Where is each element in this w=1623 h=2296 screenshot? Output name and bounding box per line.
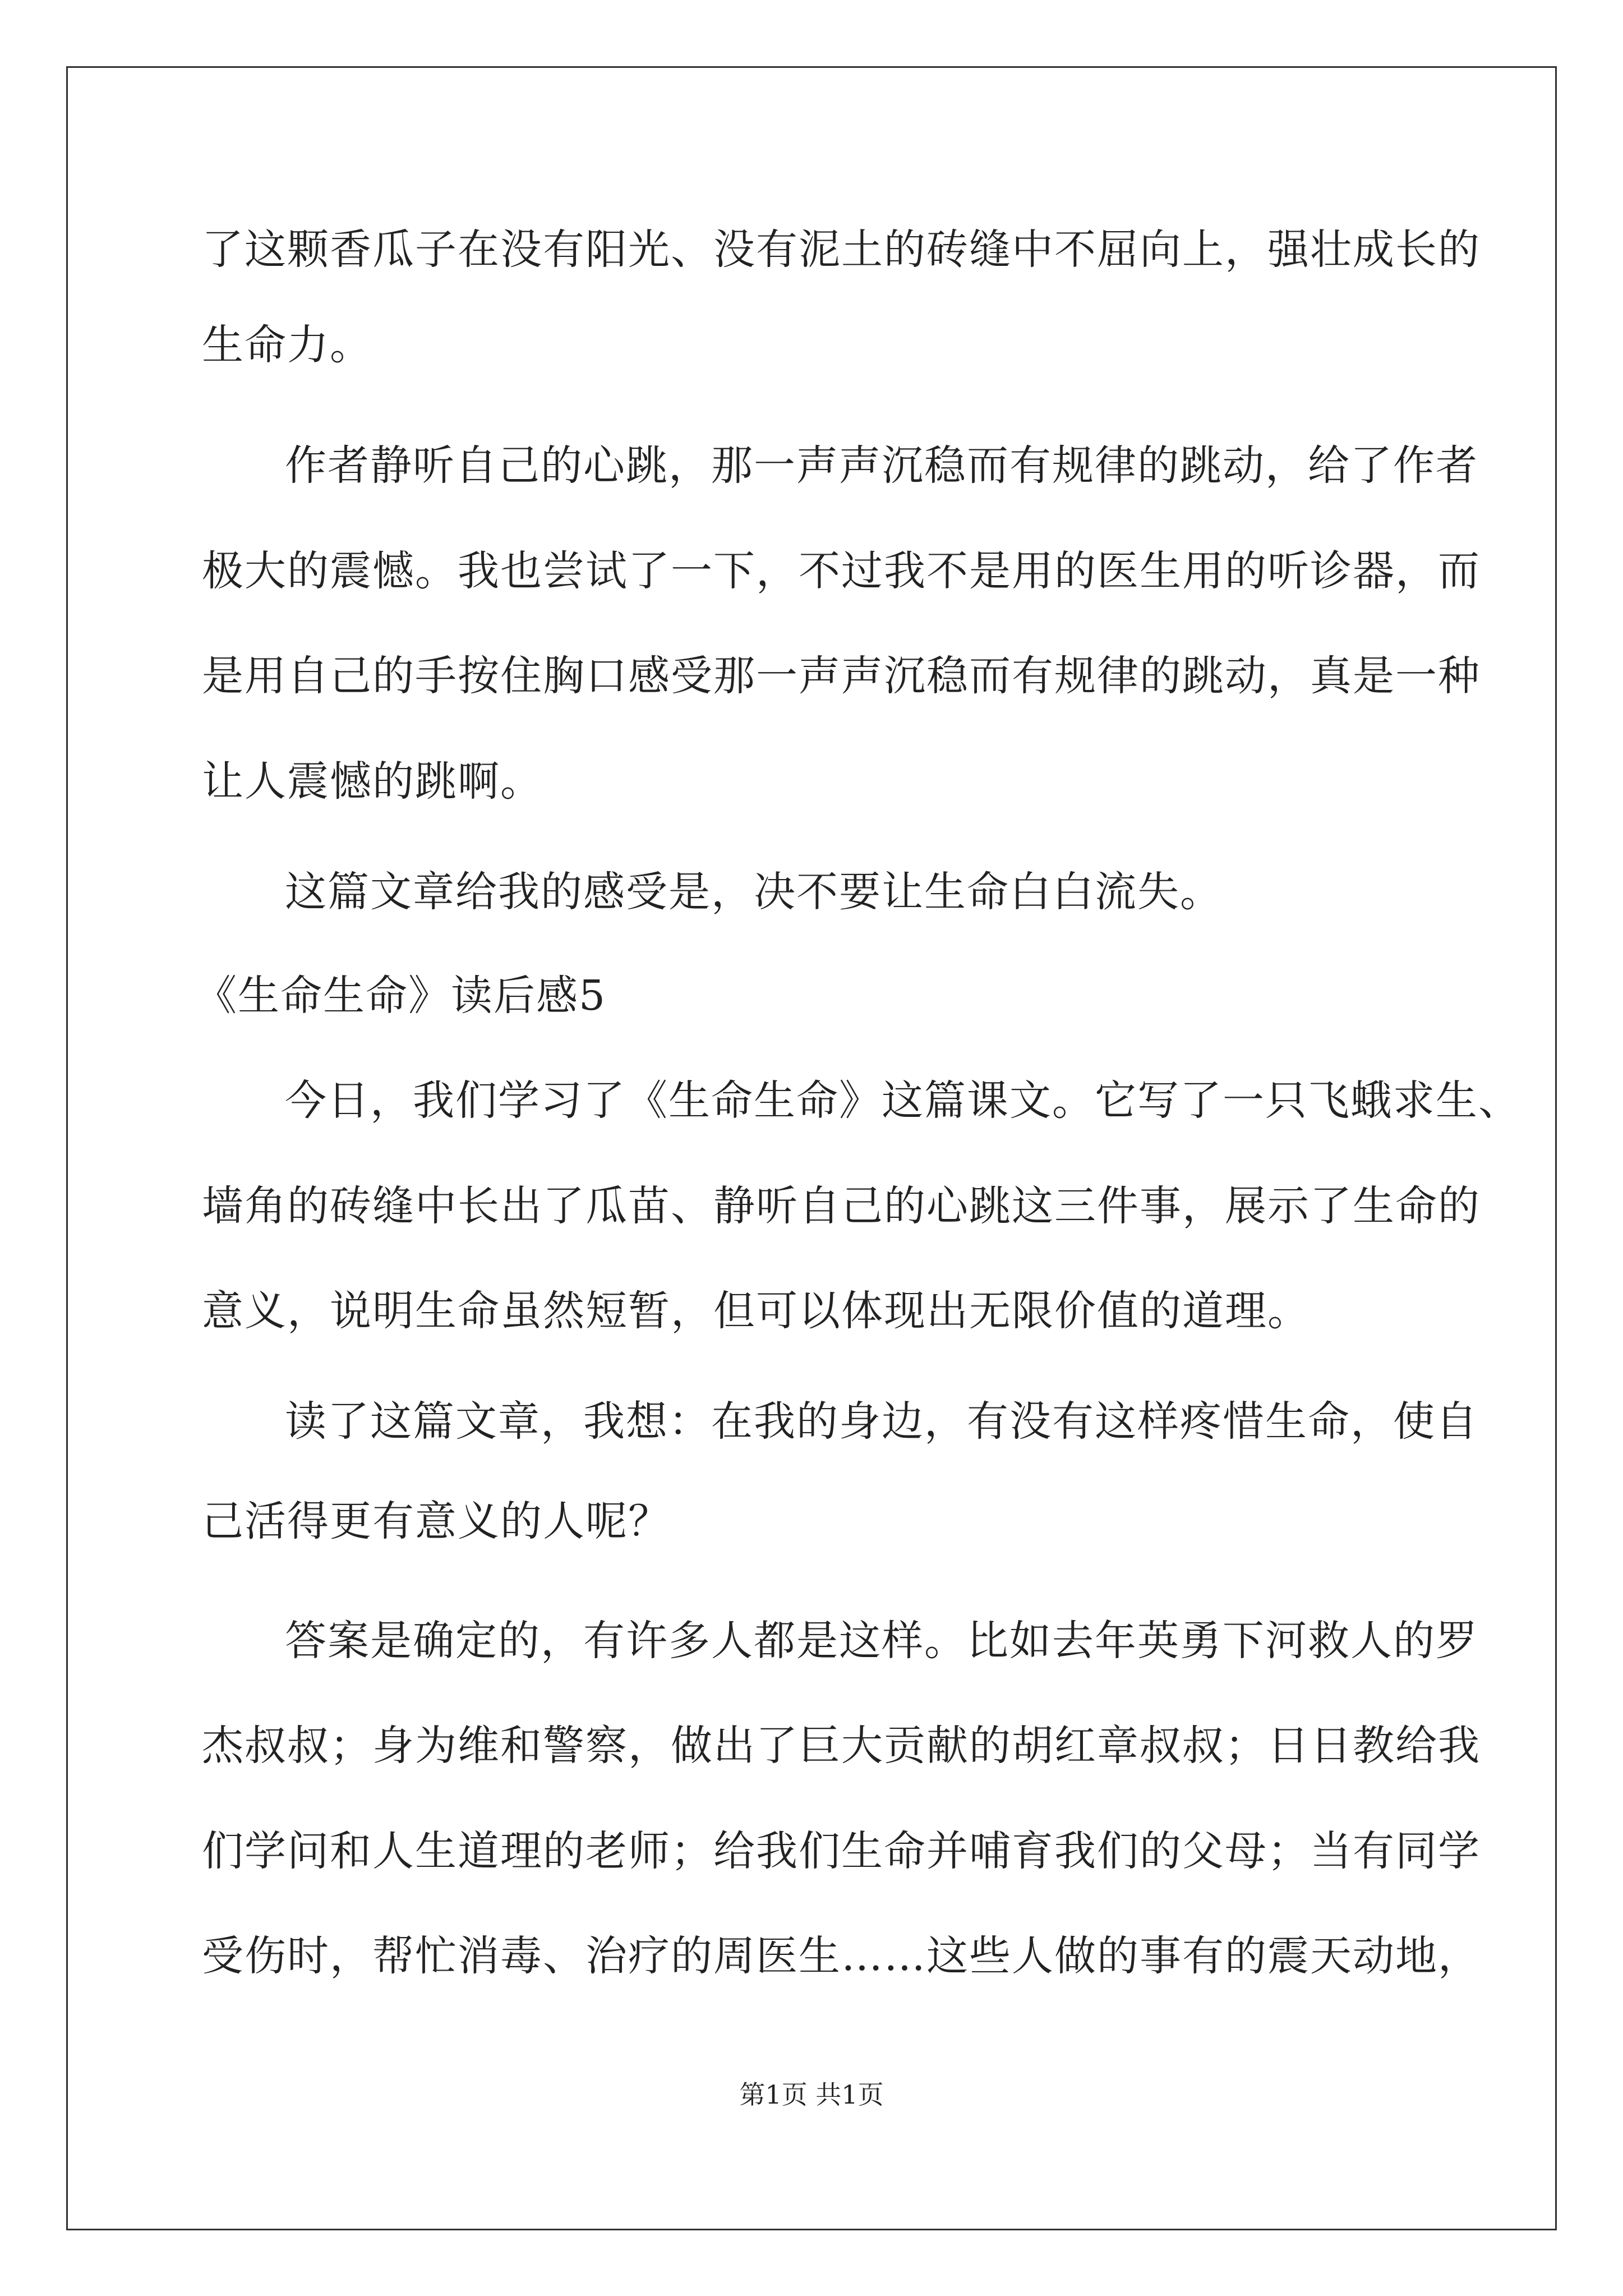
text-line: 墙角的砖缝中长出了瓜苗、静听自己的心跳这三件事，展示了生命的 [202, 1182, 1481, 1230]
paragraph-start-line: 今日，我们学习了《生命生命》这篇课文。它写了一只飞蛾求生、 [285, 1076, 1521, 1125]
text-line: 意义，说明生命虽然短暂，但可以体现出无限价值的道理。 [202, 1287, 1310, 1335]
paragraph-start-line: 这篇文章给我的感受是，决不要让生命白白流失。 [285, 868, 1223, 916]
text-line: 生命力。 [202, 321, 372, 369]
text-line: 受伤时，帮忙消毒、治疗的周医生……这些人做的事有的震天动地， [202, 1932, 1481, 1980]
paragraph-start-line: 答案是确定的，有许多人都是这样。比如去年英勇下河救人的罗 [285, 1617, 1478, 1665]
text-line: 己活得更有意义的人呢？ [202, 1497, 671, 1545]
section-heading: 《生命生命》读后感5 [195, 972, 607, 1020]
text-line: 杰叔叔；身为维和警察，做出了巨大贡献的胡红章叔叔；日日教给我 [202, 1722, 1481, 1770]
page-border [66, 66, 1557, 2230]
text-line: 让人震憾的跳啊。 [202, 757, 543, 806]
text-line: 极大的震憾。我也尝试了一下，不过我不是用的医生用的听诊器，而 [202, 547, 1481, 595]
text-line: 是用自己的手按住胸口感受那一声声沉稳而有规律的跳动，真是一种 [202, 652, 1481, 700]
text-line: 了这颗香瓜子在没有阳光、没有泥土的砖缝中不屈向上，强壮成长的 [202, 226, 1481, 274]
page-footer: 第1页 共1页 [739, 2079, 884, 2110]
paragraph-start-line: 作者静听自己的心跳，那一声声沉稳而有规律的跳动，给了作者 [285, 441, 1478, 490]
text-line: 们学问和人生道理的老师；给我们生命并哺育我们的父母；当有同学 [202, 1827, 1481, 1875]
paragraph-start-line: 读了这篇文章，我想：在我的身边，有没有这样疼惜生命，使自 [285, 1397, 1478, 1446]
